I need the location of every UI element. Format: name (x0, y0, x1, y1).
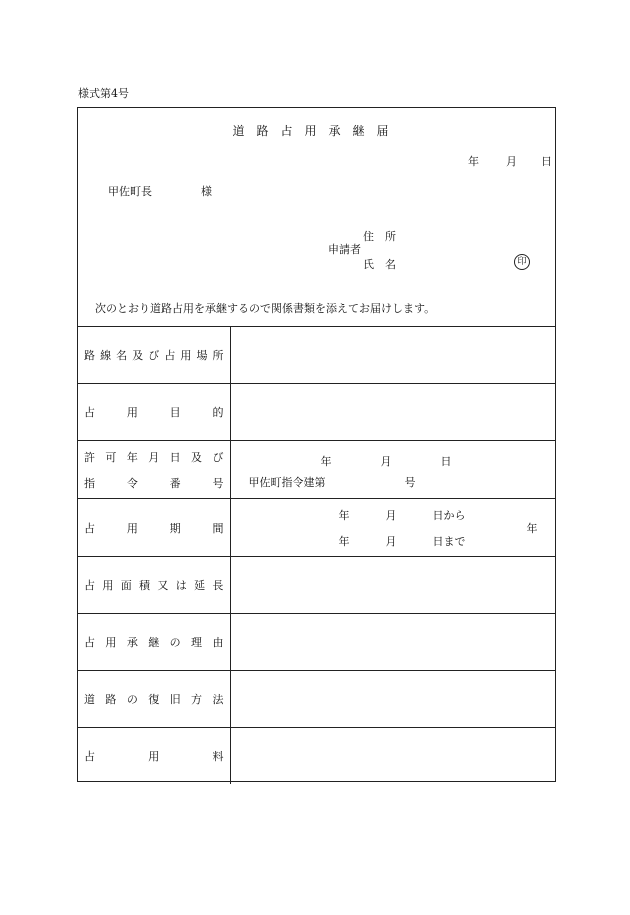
form-number: 様式第4号 (78, 87, 129, 100)
route-label: 路 線 名 及 び 占 用 場 所 (84, 349, 224, 362)
route-label-cell (78, 327, 230, 384)
honorific: 様 (201, 185, 212, 198)
permit-value-cell[interactable] (230, 441, 555, 499)
table-row-route (78, 327, 555, 384)
restore-value-cell[interactable] (230, 671, 555, 728)
from-year: 年 (338, 509, 350, 522)
area-label-cell (78, 557, 230, 614)
period-value-cell[interactable] (230, 499, 555, 557)
order-prefix: 甲佐町指令建第 (248, 476, 326, 489)
route-value-cell[interactable] (230, 327, 555, 384)
purpose-value-cell[interactable] (230, 384, 555, 441)
intro-text: 次のとおり道路占用を承継するので関係書類を添えてお届けします。 (95, 302, 436, 315)
name-label: 氏 名 (363, 258, 396, 271)
purpose-label: 占 用 目 的 (84, 406, 224, 419)
table-row-purpose (78, 384, 555, 441)
restore-label: 道 路 の 復 旧 方 法 (84, 693, 224, 706)
restore-label-cell (78, 671, 230, 728)
form-title: 道路占用承継届 (232, 124, 401, 138)
permit-label-line1: 許 可 年 月 日 及 び (84, 450, 224, 464)
date-day: 日 (541, 155, 552, 168)
reason-label-cell (78, 614, 230, 671)
to-year: 年 (338, 535, 350, 548)
area-label: 占 用 面 積 又 は 延 長 (84, 579, 224, 592)
addressee: 甲佐町長 (108, 185, 152, 198)
table-row-permit (78, 441, 555, 499)
table-row-area (78, 557, 555, 614)
fee-value-cell[interactable] (230, 728, 555, 784)
order-suffix: 号 (404, 476, 416, 489)
permit-day: 日 (440, 455, 452, 468)
reason-label: 占 用 承 継 の 理 由 (84, 636, 224, 649)
date-year: 年 (468, 155, 479, 168)
address-label: 住 所 (363, 230, 396, 243)
from-month: 月 (385, 509, 397, 522)
purpose-label-cell (78, 384, 230, 441)
period-label-cell (78, 499, 230, 557)
table-row-period (78, 499, 555, 557)
applicant-label: 申請者 (328, 243, 361, 256)
fee-label-cell (78, 728, 230, 784)
table-row-fee (78, 728, 555, 784)
reason-value-cell[interactable] (230, 614, 555, 671)
period-years-unit: 年 (526, 522, 538, 535)
date-month: 月 (506, 155, 517, 168)
area-value-cell[interactable] (230, 557, 555, 614)
form-table (78, 326, 555, 784)
fee-label: 占 用 料 (84, 749, 224, 763)
period-label: 占 用 期 間 (84, 521, 224, 535)
permit-label-line2: 指 令 番 号 (84, 476, 224, 490)
from-day: 日から (432, 509, 466, 522)
to-month: 月 (385, 535, 397, 548)
table-row-restore (78, 671, 555, 728)
seal-mark: 印 (514, 254, 530, 270)
permit-month: 月 (380, 455, 392, 468)
permit-year: 年 (320, 455, 332, 468)
permit-label-cell (78, 441, 230, 499)
form-box (77, 107, 556, 782)
table-row-reason (78, 614, 555, 671)
to-day: 日まで (432, 535, 466, 548)
